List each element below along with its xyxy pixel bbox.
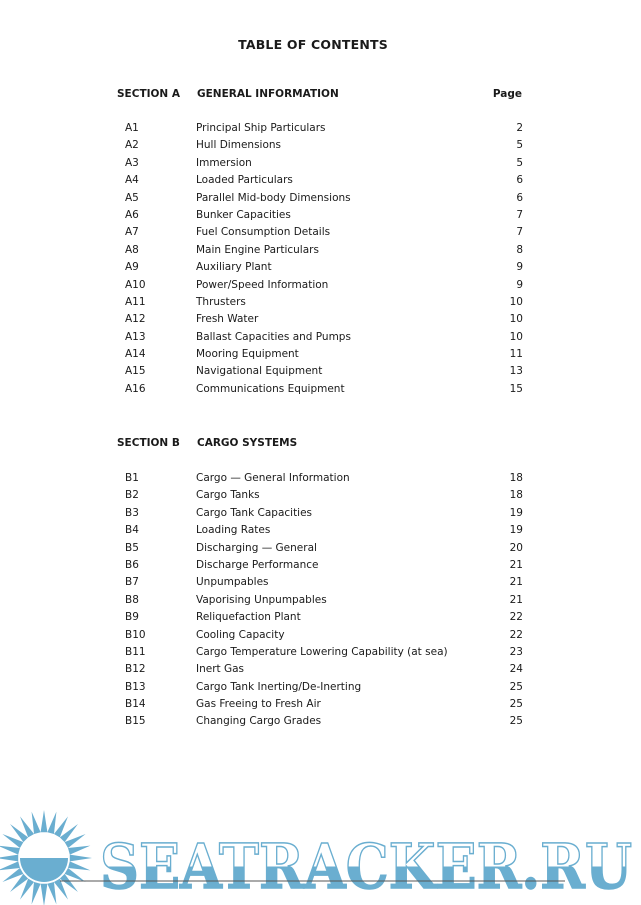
entry-code: B1 bbox=[125, 472, 139, 484]
toc-entry bbox=[0, 629, 641, 646]
entry-name: Cargo Tank Capacities bbox=[196, 506, 313, 519]
entry-code: A1 bbox=[125, 122, 139, 134]
entry-name: Cargo Tank Inerting/De-Inerting bbox=[196, 680, 362, 693]
entry-name: Mooring Equipment bbox=[196, 348, 299, 361]
toc-entry bbox=[0, 192, 641, 209]
entry-name: Changing Cargo Grades bbox=[196, 715, 322, 728]
toc-entry bbox=[0, 524, 641, 541]
sun-ray bbox=[70, 855, 92, 862]
entry-name: Reliquefaction Plant bbox=[196, 611, 301, 624]
toc-entry bbox=[0, 663, 641, 680]
entry-code: B14 bbox=[125, 698, 146, 711]
entry-name: Fresh Water bbox=[196, 313, 259, 326]
entry-code: A4 bbox=[125, 174, 139, 187]
entry-page: 15 bbox=[509, 382, 523, 395]
entry-name: Power/Speed Information bbox=[196, 278, 329, 291]
entry-name: Immersion bbox=[196, 156, 252, 169]
toc-entry bbox=[0, 226, 641, 243]
entry-page: 19 bbox=[509, 506, 523, 519]
entry-code: B11 bbox=[125, 645, 146, 658]
sun-ray bbox=[0, 861, 20, 870]
entry-name: Ballast Capacities and Pumps bbox=[196, 330, 351, 343]
entry-page: 9 bbox=[516, 278, 523, 291]
entry-page: 18 bbox=[509, 472, 523, 484]
entry-code: A9 bbox=[125, 261, 139, 274]
entry-name: Principal Ship Particulars bbox=[196, 122, 326, 134]
entry-name: Cargo Tanks bbox=[196, 489, 260, 502]
entry-code: A7 bbox=[125, 226, 139, 239]
entry-code: A16 bbox=[125, 382, 146, 395]
entry-code: B7 bbox=[125, 576, 139, 589]
entry-code: B12 bbox=[125, 663, 146, 676]
entry-page: 7 bbox=[516, 226, 523, 239]
entry-page: 13 bbox=[509, 365, 523, 378]
toc-entry bbox=[0, 279, 641, 296]
entry-name: Parallel Mid-body Dimensions bbox=[196, 191, 351, 204]
entry-page: 25 bbox=[509, 715, 523, 728]
entry-page: 6 bbox=[516, 191, 523, 204]
entry-page: 10 bbox=[509, 313, 523, 326]
toc-entry bbox=[0, 209, 641, 226]
entry-page: 10 bbox=[509, 295, 523, 308]
sun-ray bbox=[47, 812, 56, 834]
toc-entry bbox=[0, 244, 641, 261]
entry-page: 25 bbox=[509, 698, 523, 711]
entry-code: B13 bbox=[125, 680, 146, 693]
entry-name: Inert Gas bbox=[196, 663, 245, 676]
toc-entry bbox=[0, 261, 641, 278]
entry-page: 21 bbox=[509, 576, 523, 589]
entry-name: Unpumpables bbox=[196, 576, 269, 589]
sun-ray bbox=[41, 810, 48, 832]
entry-code: B5 bbox=[125, 541, 139, 554]
page-title: TABLE OF CONTENTS bbox=[238, 37, 388, 52]
toc-list bbox=[0, 472, 641, 733]
entry-name: Cargo Temperature Lowering Capability (at sea) bbox=[196, 645, 448, 658]
entry-name: Thrusters bbox=[196, 295, 246, 308]
entry-code: A2 bbox=[125, 139, 139, 152]
entry-name: Loaded Particulars bbox=[196, 174, 293, 187]
toc-entry bbox=[0, 698, 641, 715]
toc-entry bbox=[0, 559, 641, 576]
section-heading bbox=[0, 88, 641, 106]
entry-page: 21 bbox=[509, 593, 523, 606]
entry-name: Cargo — General Information bbox=[196, 472, 350, 484]
toc-entry bbox=[0, 472, 641, 489]
entry-page: 5 bbox=[516, 139, 523, 152]
entry-page: 21 bbox=[509, 558, 523, 571]
entry-page: 2 bbox=[516, 122, 523, 134]
entry-page: 10 bbox=[509, 330, 523, 343]
entry-name: Gas Freeing to Fresh Air bbox=[196, 698, 321, 711]
entry-code: A10 bbox=[125, 278, 146, 291]
entry-page: 7 bbox=[516, 208, 523, 221]
toc-entry bbox=[0, 348, 641, 365]
entry-page: 22 bbox=[509, 611, 523, 624]
toc-list bbox=[0, 122, 641, 400]
entry-page: 22 bbox=[509, 628, 523, 641]
sun-ray bbox=[41, 884, 48, 905]
entry-code: B3 bbox=[125, 506, 139, 519]
entry-name: Fuel Consumption Details bbox=[196, 226, 331, 239]
toc-entry bbox=[0, 157, 641, 174]
entry-page: 25 bbox=[509, 680, 523, 693]
entry-code: A3 bbox=[125, 156, 139, 169]
entry-code: B8 bbox=[125, 593, 139, 606]
entry-name: Navigational Equipment bbox=[196, 365, 323, 378]
svg-text:SEATRACKER.RU: SEATRACKER.RU bbox=[100, 830, 632, 903]
sun-ray bbox=[68, 861, 90, 870]
toc-entry bbox=[0, 174, 641, 191]
toc-entry bbox=[0, 383, 641, 400]
entry-name: Bunker Capacities bbox=[196, 208, 291, 221]
section-heading bbox=[0, 437, 641, 455]
entry-name: Hull Dimensions bbox=[196, 139, 282, 152]
section-code: SECTION B bbox=[117, 437, 180, 449]
toc-entry bbox=[0, 681, 641, 698]
entry-page: 18 bbox=[509, 489, 523, 502]
entry-code: B9 bbox=[125, 611, 139, 624]
toc-entry bbox=[0, 331, 641, 348]
entry-code: A13 bbox=[125, 330, 146, 343]
page-column-header: Page bbox=[492, 88, 522, 100]
toc-entry bbox=[0, 715, 641, 732]
entry-page: 23 bbox=[509, 645, 523, 658]
entry-code: A12 bbox=[125, 313, 146, 326]
section-b bbox=[0, 437, 641, 733]
toc-entry bbox=[0, 646, 641, 663]
entry-page: 24 bbox=[509, 663, 523, 676]
entry-code: A8 bbox=[125, 243, 139, 256]
toc-entry bbox=[0, 507, 641, 524]
entry-code: A14 bbox=[125, 348, 146, 361]
entry-name: Auxiliary Plant bbox=[196, 261, 272, 274]
sun-ray bbox=[68, 846, 90, 855]
toc-entry bbox=[0, 542, 641, 559]
toc-entry bbox=[0, 489, 641, 506]
entry-page: 8 bbox=[516, 243, 523, 256]
watermark-logo bbox=[0, 808, 641, 905]
entry-code: B4 bbox=[125, 524, 139, 537]
toc-entry bbox=[0, 576, 641, 593]
entry-page: 6 bbox=[516, 174, 523, 187]
section-name: CARGO SYSTEMS bbox=[197, 437, 298, 449]
sun-ray bbox=[32, 882, 41, 904]
toc-entry bbox=[0, 139, 641, 156]
sun-ray bbox=[0, 846, 20, 855]
sun-icon bbox=[0, 810, 92, 905]
sun-ray bbox=[47, 882, 56, 904]
entry-code: A15 bbox=[125, 365, 146, 378]
section-name: GENERAL INFORMATION bbox=[197, 88, 339, 100]
section-a bbox=[0, 88, 641, 400]
toc-entry bbox=[0, 594, 641, 611]
entry-code: A5 bbox=[125, 191, 139, 204]
entry-code: A6 bbox=[125, 208, 139, 221]
sun-ray bbox=[0, 855, 18, 862]
entry-page: 20 bbox=[509, 541, 523, 554]
toc-entry bbox=[0, 296, 641, 313]
toc-entry bbox=[0, 611, 641, 628]
entry-name: Discharging — General bbox=[196, 541, 317, 554]
entry-code: B6 bbox=[125, 558, 139, 571]
entry-name: Communications Equipment bbox=[196, 382, 345, 395]
sun-ray bbox=[32, 812, 41, 834]
section-code: SECTION A bbox=[117, 88, 181, 100]
entry-name: Cooling Capacity bbox=[196, 628, 285, 641]
entry-code: B15 bbox=[125, 715, 146, 728]
entry-code: B2 bbox=[125, 489, 139, 502]
entry-code: A11 bbox=[125, 295, 146, 308]
toc-entry bbox=[0, 365, 641, 382]
entry-page: 19 bbox=[509, 524, 523, 537]
toc-entry bbox=[0, 313, 641, 330]
entry-page: 11 bbox=[509, 348, 523, 361]
entry-code: B10 bbox=[125, 628, 146, 641]
entry-name: Loading Rates bbox=[196, 524, 271, 537]
entry-name: Vaporising Unpumpables bbox=[196, 593, 327, 606]
entry-name: Main Engine Particulars bbox=[196, 243, 319, 256]
entry-page: 9 bbox=[516, 261, 523, 274]
entry-page: 5 bbox=[516, 156, 523, 169]
toc-entry bbox=[0, 122, 641, 139]
entry-name: Discharge Performance bbox=[196, 558, 319, 571]
